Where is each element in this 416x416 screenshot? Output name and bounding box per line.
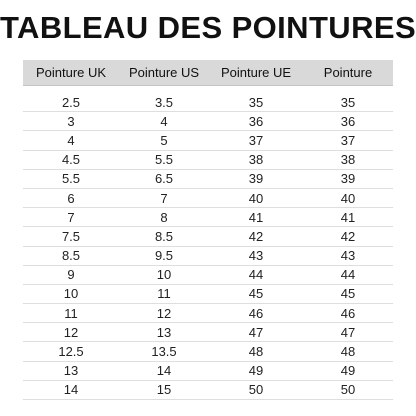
table-row: [23, 150, 393, 169]
cell-size: 48: [303, 342, 393, 361]
cell-eu-size: 45: [209, 284, 303, 303]
cell-eu-size: 47: [209, 323, 303, 342]
cell-eu-size: 36: [209, 112, 303, 131]
cell-us-size: 10: [119, 265, 209, 284]
cell-size: 42: [303, 227, 393, 246]
cell-us-size: 4: [119, 112, 209, 131]
cell-us-size: 5.5: [119, 150, 209, 169]
header-size: Pointure: [303, 60, 393, 86]
header-us-size: Pointure US: [119, 60, 209, 86]
cell-size: 39: [303, 169, 393, 188]
table-row: [23, 380, 393, 399]
cell-size: 38: [303, 150, 393, 169]
header-eu-size: Pointure UE: [209, 60, 303, 86]
cell-eu-size: 42: [209, 227, 303, 246]
cell-eu-size: 44: [209, 265, 303, 284]
cell-size: 45: [303, 284, 393, 303]
cell-eu-size: 37: [209, 131, 303, 150]
table-header-row: [23, 60, 393, 86]
cell-eu-size: 43: [209, 246, 303, 265]
table-row: [23, 93, 393, 112]
table-body: [23, 86, 393, 400]
table-row: [23, 112, 393, 131]
table-row: [23, 284, 393, 303]
cell-size: 41: [303, 208, 393, 227]
cell-uk-size: 14: [23, 380, 119, 399]
table-row: [23, 169, 393, 188]
cell-uk-size: 5.5: [23, 169, 119, 188]
cell-size: 43: [303, 246, 393, 265]
cell-eu-size: 35: [209, 93, 303, 112]
cell-us-size: 5: [119, 131, 209, 150]
cell-us-size: 13.5: [119, 342, 209, 361]
cell-size: 44: [303, 265, 393, 284]
cell-us-size: 9.5: [119, 246, 209, 265]
cell-eu-size: 38: [209, 150, 303, 169]
cell-uk-size: 8.5: [23, 246, 119, 265]
cell-us-size: 8.5: [119, 227, 209, 246]
table-row: [23, 208, 393, 227]
cell-eu-size: 41: [209, 208, 303, 227]
cell-us-size: 14: [119, 361, 209, 380]
cell-eu-size: 49: [209, 361, 303, 380]
cell-uk-size: 4.5: [23, 150, 119, 169]
table-spacer-cell: [23, 86, 393, 94]
table-spacer-row: [23, 86, 393, 94]
table-row: [23, 265, 393, 284]
cell-eu-size: 48: [209, 342, 303, 361]
cell-uk-size: 6: [23, 188, 119, 207]
cell-uk-size: 4: [23, 131, 119, 150]
cell-us-size: 11: [119, 284, 209, 303]
cell-us-size: 13: [119, 323, 209, 342]
cell-size: 47: [303, 323, 393, 342]
cell-eu-size: 39: [209, 169, 303, 188]
cell-size: 37: [303, 131, 393, 150]
header-uk-size: Pointure UK: [23, 60, 119, 86]
table-row: [23, 227, 393, 246]
cell-uk-size: 13: [23, 361, 119, 380]
cell-us-size: 8: [119, 208, 209, 227]
cell-size: 49: [303, 361, 393, 380]
cell-size: 40: [303, 188, 393, 207]
cell-size: 46: [303, 304, 393, 323]
cell-us-size: 12: [119, 304, 209, 323]
cell-uk-size: 12: [23, 323, 119, 342]
table-row: [23, 131, 393, 150]
cell-uk-size: 9: [23, 265, 119, 284]
cell-uk-size: 3: [23, 112, 119, 131]
table-row: [23, 246, 393, 265]
table-row: [23, 342, 393, 361]
size-chart-table: [23, 60, 393, 400]
cell-us-size: 15: [119, 380, 209, 399]
cell-us-size: 6.5: [119, 169, 209, 188]
table-row: [23, 188, 393, 207]
cell-size: 50: [303, 380, 393, 399]
cell-uk-size: 11: [23, 304, 119, 323]
table-row: [23, 323, 393, 342]
cell-us-size: 3.5: [119, 93, 209, 112]
cell-eu-size: 50: [209, 380, 303, 399]
cell-eu-size: 46: [209, 304, 303, 323]
cell-eu-size: 40: [209, 188, 303, 207]
cell-uk-size: 10: [23, 284, 119, 303]
cell-uk-size: 12.5: [23, 342, 119, 361]
cell-uk-size: 2.5: [23, 93, 119, 112]
cell-size: 35: [303, 93, 393, 112]
table-row: [23, 361, 393, 380]
page-title: TABLEAU DES POINTURES: [0, 10, 416, 45]
table-row: [23, 304, 393, 323]
cell-size: 36: [303, 112, 393, 131]
cell-us-size: 7: [119, 188, 209, 207]
cell-uk-size: 7: [23, 208, 119, 227]
cell-uk-size: 7.5: [23, 227, 119, 246]
